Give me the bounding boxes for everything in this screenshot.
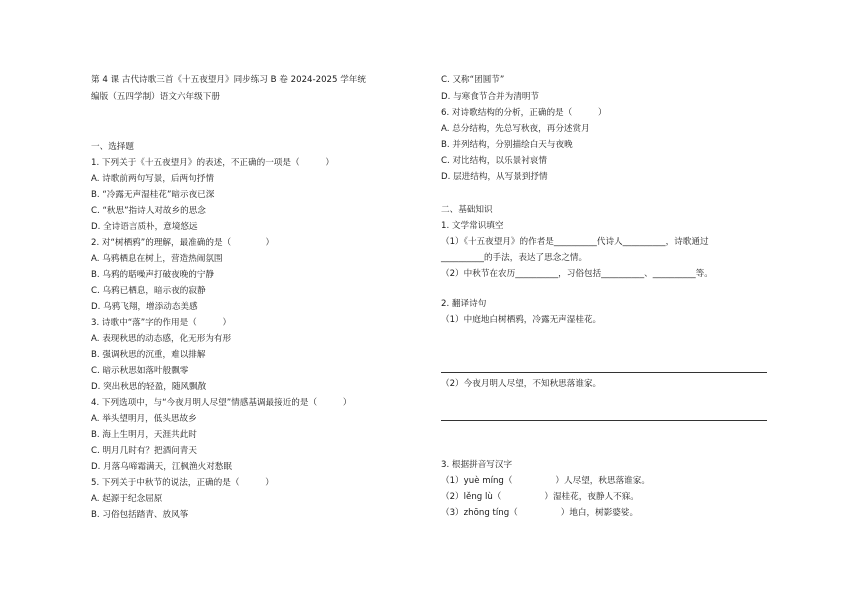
question-4: 4. 下列选项中，与“今夜月明人尽望”情感基调最接近的是（ ） <box>91 398 352 408</box>
q1-option-d: D. 全诗语言质朴，意境悠远 <box>91 222 198 232</box>
basic-q1-line-3: （2）中秋节在农历__________，习俗包括__________、__________等。 <box>441 269 713 279</box>
q2-option-c: C. 乌鸦已栖息，暗示夜的寂静 <box>91 286 206 296</box>
basic-q1-line-2: __________的手法，表达了思念之情。 <box>441 253 588 263</box>
basic-q2-item-2: （2）今夜月明人尽望，不知秋思落谁家。 <box>441 379 602 389</box>
document-title-line-2: 编版（五四学制）语文六年级下册 <box>91 92 220 102</box>
basic-q2-item-1: （1）中庭地白树栖鸦，冷露无声湿桂花。 <box>441 315 602 325</box>
q6-option-c: C. 对比结构，以乐景衬哀情 <box>441 156 547 166</box>
document-title-line-1: 第 4 课 古代诗歌三首《十五夜望月》同步练习 B 卷 2024-2025 学年统 <box>91 75 366 85</box>
q5-option-d: D. 与寒食节合并为清明节 <box>441 92 540 102</box>
q5-option-a: A. 起源于纪念屈原 <box>91 494 163 504</box>
answer-line-1 <box>441 372 767 373</box>
q3-option-b: B. 强调秋思的沉重，难以排解 <box>91 350 206 360</box>
q4-option-d: D. 月落乌啼霜满天，江枫渔火对愁眠 <box>91 462 232 472</box>
q1-option-c: C. “秋思”指诗人对故乡的思念 <box>91 206 206 216</box>
basic-q3-item-2: （2）lěng lù（ ）湿桂花，夜静人不寐。 <box>441 492 639 502</box>
q1-option-a: A. 诗歌前两句写景，后两句抒情 <box>91 174 214 184</box>
section-2-heading: 二、基础知识 <box>441 205 493 215</box>
section-1-heading: 一、选择题 <box>91 142 134 152</box>
answer-line-2 <box>441 420 767 421</box>
basic-q1-title: 1. 文学常识填空 <box>441 221 504 231</box>
q1-option-b: B. “冷露无声湿桂花”暗示夜已深 <box>91 190 215 200</box>
q6-option-b: B. 并列结构，分别描绘白天与夜晚 <box>441 140 573 150</box>
basic-q2-title: 2. 翻译诗句 <box>441 299 487 309</box>
q6-option-a: A. 总分结构，先总写秋夜，再分述赏月 <box>441 124 590 134</box>
q2-option-b: B. 乌鸦的聒噪声打破夜晚的宁静 <box>91 270 215 280</box>
question-3: 3. 诗歌中“落”字的作用是（ ） <box>91 318 232 328</box>
question-1: 1. 下列关于《十五夜望月》的表述，不正确的一项是（ ） <box>91 158 334 168</box>
q2-option-d: D. 乌鸦飞翔，增添动态美感 <box>91 302 198 312</box>
question-6: 6. 对诗歌结构的分析，正确的是（ ） <box>441 108 607 118</box>
basic-q3-item-3: （3）zhōng tíng（ ）地白，树影婆娑。 <box>441 508 639 518</box>
q3-option-d: D. 突出秋思的轻盈，随风飘散 <box>91 382 207 392</box>
q4-option-a: A. 举头望明月，低头思故乡 <box>91 414 197 424</box>
q3-option-a: A. 表现秋思的动态感，化无形为有形 <box>91 334 232 344</box>
q2-option-a: A. 乌鸦栖息在树上，营造热闹氛围 <box>91 254 223 264</box>
q6-option-d: D. 层进结构，从写景到抒情 <box>441 172 548 182</box>
q5-option-c: C. 又称“团圆节” <box>441 75 505 85</box>
basic-q3-title: 3. 根据拼音写汉字 <box>441 460 513 470</box>
basic-q1-line-1: （1）《十五夜望月》的作者是__________代诗人__________，诗歌通过 <box>441 237 709 247</box>
q4-option-c: C. 明月几时有？把酒问青天 <box>91 446 197 456</box>
q5-option-b: B. 习俗包括踏青、放风筝 <box>91 510 189 520</box>
question-2: 2. 对“树栖鸦”的理解，最准确的是（ ） <box>91 238 275 248</box>
question-5: 5. 下列关于中秋节的说法，正确的是（ ） <box>91 478 274 488</box>
basic-q3-item-1: （1）yuè míng（ ）人尽望，秋思落谁家。 <box>441 476 650 486</box>
q4-option-b: B. 海上生明月，天涯共此时 <box>91 430 197 440</box>
q3-option-c: C. 暗示秋思如落叶般飘零 <box>91 366 189 376</box>
